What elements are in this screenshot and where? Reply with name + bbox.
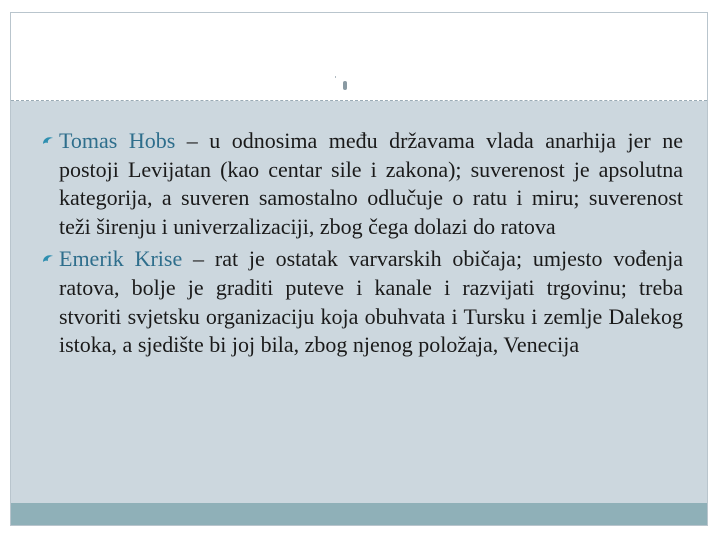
bullet-name: Tomas Hobs <box>59 128 176 153</box>
bullet-text: – rat je ostatak varvarskih običaja; umjesto vođenja ratova, bolje je graditi puteve i kanale i razvijati trgovinu; treba stvoriti svjetsku organizaciju koja obuhvata i Tursku i zemlje Dalekog istoka, a sjedište bi joj bila, zbog njenog položaja, Venecija <box>59 246 684 358</box>
footer-bar <box>11 503 707 525</box>
title-area <box>11 13 707 101</box>
swirl-bullet-icon <box>41 134 55 148</box>
bullet-item-krise <box>39 245 683 359</box>
content-area <box>11 101 707 504</box>
bullet-text: – u odnosima među državama vlada anarhija jer ne postoji Levijatan (kao centar sile i zakona); suverenost je apsolutna kategorija, a suveren samostalno odlučuje o ratu i miru; suverenost teži širenju i univerzalizaciji, zbog čega dolazi do ratova <box>59 128 683 239</box>
title-marker <box>343 81 347 90</box>
bullet-name: Emerik Krise <box>59 246 183 272</box>
swirl-bullet-icon <box>41 252 55 266</box>
bullet-item-hobs <box>39 127 683 241</box>
bullet-list <box>39 127 683 364</box>
slide <box>10 12 708 526</box>
title-tick-mark <box>335 76 336 78</box>
